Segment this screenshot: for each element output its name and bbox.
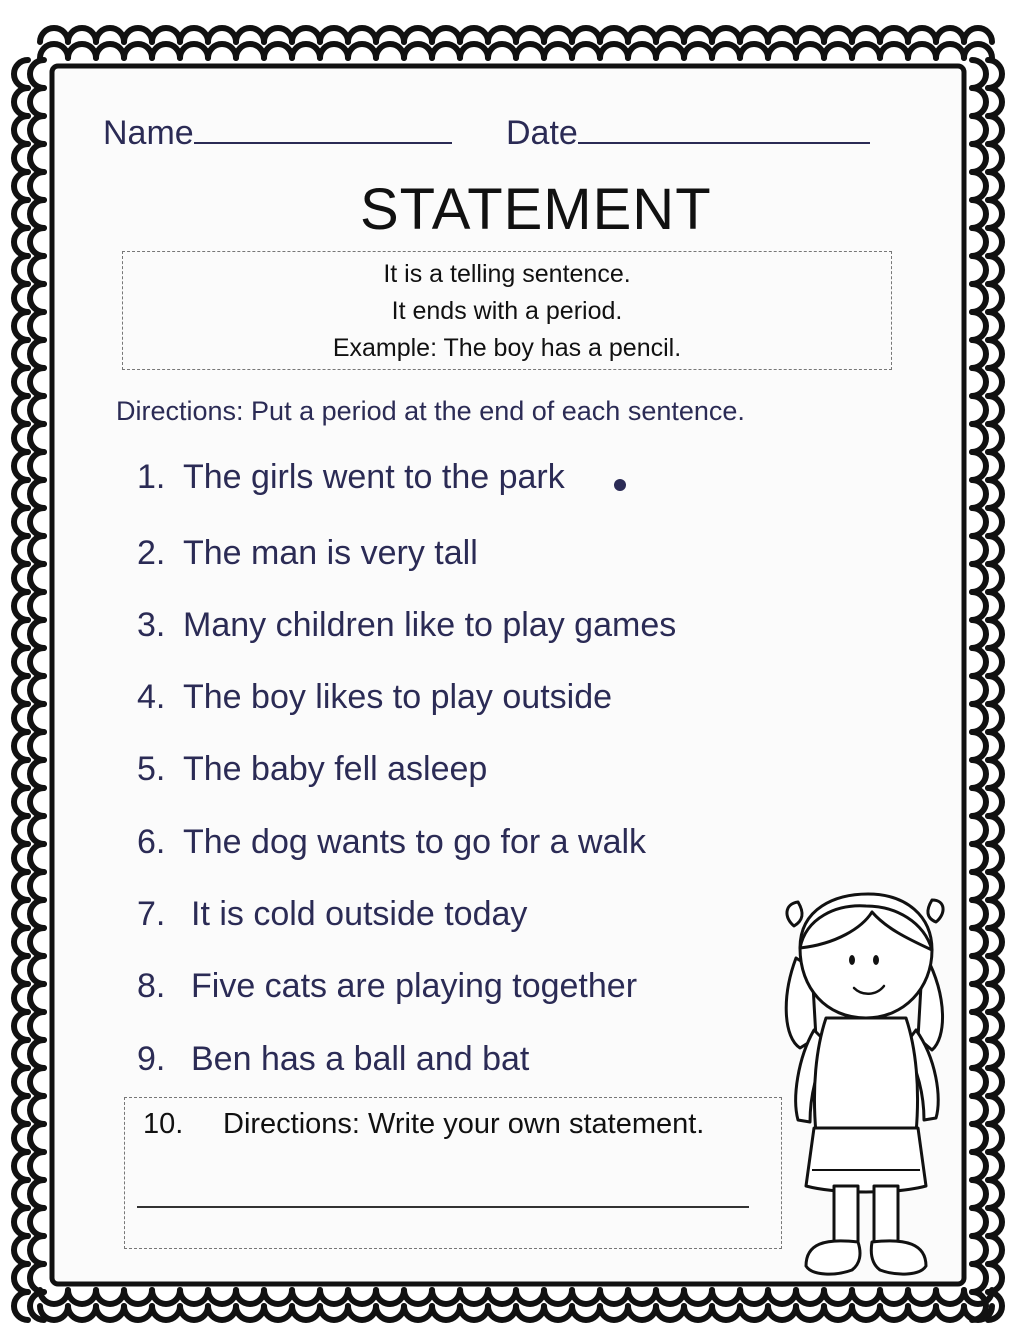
- date-label: Date: [506, 114, 578, 152]
- definition-line-2: It ends with a period.: [391, 297, 623, 325]
- sentence-item[interactable]: [137, 895, 527, 934]
- sentence-text: The baby fell asleep: [183, 750, 488, 788]
- answer-line[interactable]: [137, 1206, 749, 1208]
- sentence-text: The man is very tall: [183, 534, 478, 572]
- sentence-text: The girls went to the park: [183, 458, 565, 496]
- sentence-number: 2.: [137, 534, 166, 572]
- write-own-box: [124, 1097, 782, 1249]
- sentence-item[interactable]: [137, 823, 646, 862]
- sentence-item[interactable]: [137, 967, 637, 1006]
- sentence-item[interactable]: [137, 606, 676, 645]
- sentence-number: 6.: [137, 823, 166, 861]
- sentence-number: 3.: [137, 606, 166, 644]
- sentence-text: Ben has a ball and bat: [191, 1040, 530, 1078]
- sentence-number: 8.: [137, 967, 166, 1005]
- sentence-number: 5.: [137, 750, 166, 788]
- name-line[interactable]: [194, 116, 452, 144]
- name-label: Name: [103, 114, 194, 152]
- sentence-text: The boy likes to play outside: [183, 678, 613, 716]
- name-field: [103, 114, 452, 153]
- sentence-text: Five cats are playing together: [191, 967, 638, 1005]
- sentence-item[interactable]: [137, 750, 487, 789]
- sentence-item[interactable]: [137, 458, 565, 497]
- sentence-item[interactable]: [137, 678, 612, 717]
- sentence-text: The dog wants to go for a walk: [183, 823, 647, 861]
- definition-example: Example: The boy has a pencil.: [332, 334, 682, 362]
- date-line[interactable]: [578, 116, 870, 144]
- sentence-item[interactable]: [137, 534, 478, 573]
- sentence-number: 1.: [137, 458, 166, 496]
- sentence-item[interactable]: [137, 1040, 529, 1079]
- sentence-text: It is cold outside today: [191, 895, 528, 933]
- example-period-dot: [614, 479, 626, 491]
- write-own-number: 10.: [143, 1108, 184, 1140]
- sentence-number: 7.: [137, 895, 166, 933]
- definition-box: [122, 251, 892, 370]
- definition-line-1: It is a telling sentence.: [383, 260, 631, 288]
- write-own-directions: Directions: Write your own statement.: [223, 1108, 705, 1140]
- sentence-text: Many children like to play games: [183, 606, 677, 644]
- sentence-number: 4.: [137, 678, 166, 716]
- directions-text: Directions: Put a period at the end of each sentence.: [116, 396, 745, 426]
- sentence-number: 9.: [137, 1040, 166, 1078]
- girl-illustration-icon: [776, 888, 954, 1300]
- page-title: STATEMENT: [360, 177, 712, 242]
- date-field: [506, 114, 870, 153]
